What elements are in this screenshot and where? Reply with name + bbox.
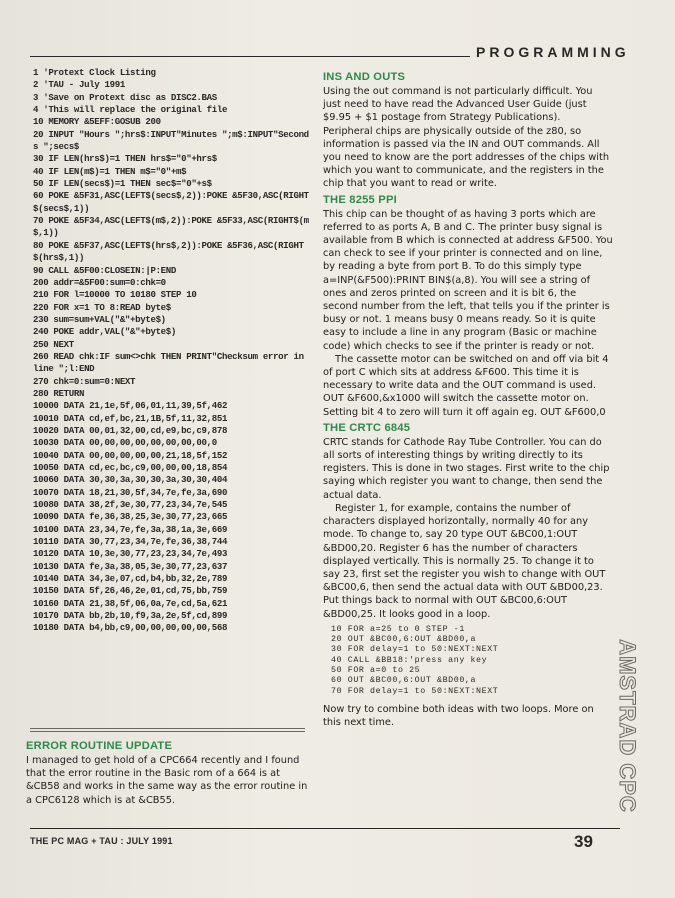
listing-line: 10170 DATA bb,2b,10,f9,3a,2e,5f,cd,899 xyxy=(33,610,228,622)
code-line: 30 FOR delay=1 to 50:NEXT:NEXT xyxy=(331,645,499,655)
ppi-title: THE 8255 PPI xyxy=(323,193,397,206)
basic-listing xyxy=(33,67,311,635)
listing-line: 10010 DATA cd,ef,bc,21,1B,5f,11,32,851 xyxy=(33,412,228,424)
listing-line: 10090 DATA fe,36,38,25,3e,30,77,23,665 xyxy=(33,511,228,523)
listing-line: 250 NEXT xyxy=(33,338,74,350)
listing-line: 10140 DATA 34,3e,07,cd,b4,bb,32,2e,789 xyxy=(33,573,228,585)
listing-line: 230 sum=sum+VAL("&"+byte$) xyxy=(33,313,166,325)
crtc-code-listing xyxy=(331,625,613,697)
left-divider-2 xyxy=(30,731,305,732)
listing-line: 20 INPUT "Hours ";hrs$:INPUT"Minutes ";m$:INPUT"Seconds ";secs$ xyxy=(33,128,309,153)
code-line: 10 FOR a=25 to 0 STEP -1 xyxy=(331,624,465,634)
listing-line: 270 chk=0:sum=0:NEXT xyxy=(33,375,136,387)
crtc-closing: Now try to combine both ideas with two loops. More on this next time. xyxy=(323,703,594,728)
listing-line: 90 CALL &5F00:CLOSEIN:|P:END xyxy=(33,264,177,276)
listing-line: 210 FOR l=10000 TO 10180 STEP 10 xyxy=(33,289,197,301)
listing-line: 50 IF LEN(secs$)=1 THEN sec$="0"+s$ xyxy=(33,178,212,190)
footer-publication: THE PC MAG + TAU : JULY 1991 xyxy=(30,836,173,846)
crtc-para-2: Register 1, for example, contains the number of characters displayed horizontally, normally 40 for any mode. To change to, say 20 type OUT &BC00,1:OUT &BD00,20. Register 6 has the number of characters displayed vertically. This is normally 25. To change it to say 23, first set the register you wish to change with OUT &BC00,6, then send the actual data with OUT &BD00,23. Put things back to normal with OUT &BC00,6:OUT &BD00,25. It looks good in a loop. xyxy=(323,502,606,620)
listing-line: 260 READ chk:IF sum<>chk THEN PRINT"Checksum error in line ";l:END xyxy=(33,350,309,375)
listing-line: 60 POKE &5F31,ASC(LEFT$(secs$,2)):POKE &5F30,ASC(RIGHT$(secs$,1)) xyxy=(33,190,309,214)
listing-line: 10110 DATA 30,77,23,34,7e,fe,36,38,744 xyxy=(33,536,228,548)
ppi-section xyxy=(323,194,613,419)
listing-line: 1 'Protext Clock Listing xyxy=(33,67,156,78)
side-label-wrap xyxy=(609,636,645,816)
ins-outs-title: INS AND OUTS xyxy=(323,71,406,83)
ppi-para-1: This chip can be thought of as having 3 ports which are referred to as ports A, B and C. The printer busy signal is available from B which is connected at address &F500. You can check to see if your printer is connected and on line, by reading a byte from port B. To do this simply type a=INP(&F500):PRINT BIN$(a,8). You will see a string of ones and zeros printed on screen and it is bit 6, the second number from the left, that tells you if the printer is busy or not. 1 means busy 0 means ready. So it is quite easy to include a line in any program (Basic or machine code) which checks to see if the printer is ready or not. xyxy=(323,208,613,352)
crtc-section xyxy=(323,422,613,729)
crtc-title: THE CRTC 6845 xyxy=(323,421,411,434)
listing-line: 10150 DATA 5f,26,46,2e,01,cd,75,bb,759 xyxy=(33,585,228,597)
listing-line: 40 IF LEN(m$)=1 THEN m$="0"+m$ xyxy=(33,165,187,177)
section-title: PROGRAMMING xyxy=(476,44,630,60)
listing-line: 10160 DATA 21,38,5f,06,0a,7e,cd,5a,621 xyxy=(33,597,228,609)
listing-line: 2 'TAU - July 1991 xyxy=(33,79,125,91)
listing-line: 10100 DATA 23,34,7e,fe,3a,38,1a,3e,669 xyxy=(33,523,228,535)
listing-line: 70 POKE &5F34,ASC(LEFT$(m$,2)):POKE &5F33,ASC(RIGHT$(m$,1)) xyxy=(33,215,309,239)
listing-line: 220 FOR x=1 TO 8:READ byte$ xyxy=(33,301,171,313)
listing-line: 10040 DATA 00,00,00,00,00,21,18,5f,152 xyxy=(33,449,228,461)
listing-line: 4 'This will replace the original file xyxy=(33,104,228,116)
left-divider xyxy=(30,728,305,729)
code-line: 50 FOR a=0 to 25 xyxy=(331,665,421,675)
listing-line: 10000 DATA 21,1e,5f,06,01,11,39,5f,462 xyxy=(33,400,228,412)
listing-line: 10020 DATA 00,01,32,00,cd,e9,bc,c9,878 xyxy=(33,424,228,436)
listing-line: 10120 DATA 10,3e,30,77,23,23,34,7e,493 xyxy=(33,548,228,560)
side-label: AMSTRAD CPC xyxy=(615,639,640,813)
listing-line: 10130 DATA fe,3a,38,05,3e,30,77,23,637 xyxy=(33,560,228,572)
listing-line: 240 POKE addr,VAL("&"+byte$) xyxy=(33,326,177,338)
listing-line: 10180 DATA b4,bb,c9,00,00,00,00,00,568 xyxy=(33,622,228,634)
listing-line: 280 RETURN xyxy=(33,387,85,399)
ins-outs-body: Using the out command is not particularly difficult. You just need to have read the Advanced User Guide (just $9.95 + $1 postage from Strategy Publications). Peripheral chips are physically outside of the z80, so information is passed via the IN and OUT commands. All you need to know are the port addresses of the chips with which you want to communicate, and the registers in the chip that you want to read or write. xyxy=(323,86,610,190)
listing-line: 10030 DATA 00,00,00,00,00,00,00,00,0 xyxy=(33,437,217,449)
listing-line: 10060 DATA 30,30,3a,30,30,3a,30,30,404 xyxy=(33,474,228,486)
listing-line: 80 POKE &5F37,ASC(LEFT$(hrs$,2)):POKE &5F36,ASC(RIGHT$(hrs$,1)) xyxy=(33,239,304,264)
code-line: 20 OUT &BC00,6:OUT &BD00,a xyxy=(331,635,477,645)
footer-rule xyxy=(30,828,620,829)
code-line: 70 FOR delay=1 to 50:NEXT:NEXT xyxy=(331,686,499,696)
listing-line: 10070 DATA 18,21,30,5f,34,7e,fe,3a,690 xyxy=(33,486,228,498)
error-routine-body: I managed to get hold of a CPC664 recently and I found that the error routine in the Basic rom of a 664 is at &CB58 and works in the same way as the error routine in a CPC6128 which is at &CB55. xyxy=(26,755,308,806)
error-routine-section xyxy=(26,740,308,807)
ppi-para-2: The cassette motor can be switched on and off via bit 4 of port C which sits at address &F600. This time it is necessary to write data and the OUT command is used. OUT &F600,&x1000 will switch the cassette motor on. Setting bit 4 to zero will turn it off again eg. OUT &F600,0 xyxy=(323,353,609,418)
header-rule xyxy=(30,56,470,57)
page-number: 39 xyxy=(574,832,593,851)
listing-line: 30 IF LEN(hrs$)=1 THEN hrs$="0"+hrs$ xyxy=(33,153,217,165)
listing-line: 3 'Save on Protext disc as DISC2.BAS xyxy=(33,91,217,103)
ins-outs-section xyxy=(323,71,613,191)
right-column xyxy=(323,71,613,732)
listing-line: 10050 DATA cd,ec,bc,c9,00,00,00,18,854 xyxy=(33,462,228,473)
error-routine-title: ERROR ROUTINE UPDATE xyxy=(26,740,173,752)
code-line: 60 OUT &BC00,6:OUT &BD00,a xyxy=(331,676,477,686)
listing-line: 10080 DATA 38,2f,3e,30,77,23,34,7e,545 xyxy=(33,499,228,511)
listing-line: 200 addr=&5F00:sum=0:chk=0 xyxy=(33,276,166,288)
listing-line: 10 MEMORY &5EFF:GOSUB 200 xyxy=(33,116,161,128)
code-line: 40 CALL &BB18:'press any key xyxy=(331,655,488,665)
crtc-para-1: CRTC stands for Cathode Ray Tube Controller. You can do all sorts of interesting things by writing directly to its registers. This is done in two stages. First write to the chip saying which register you want to change, then send the actual data. xyxy=(323,436,610,501)
